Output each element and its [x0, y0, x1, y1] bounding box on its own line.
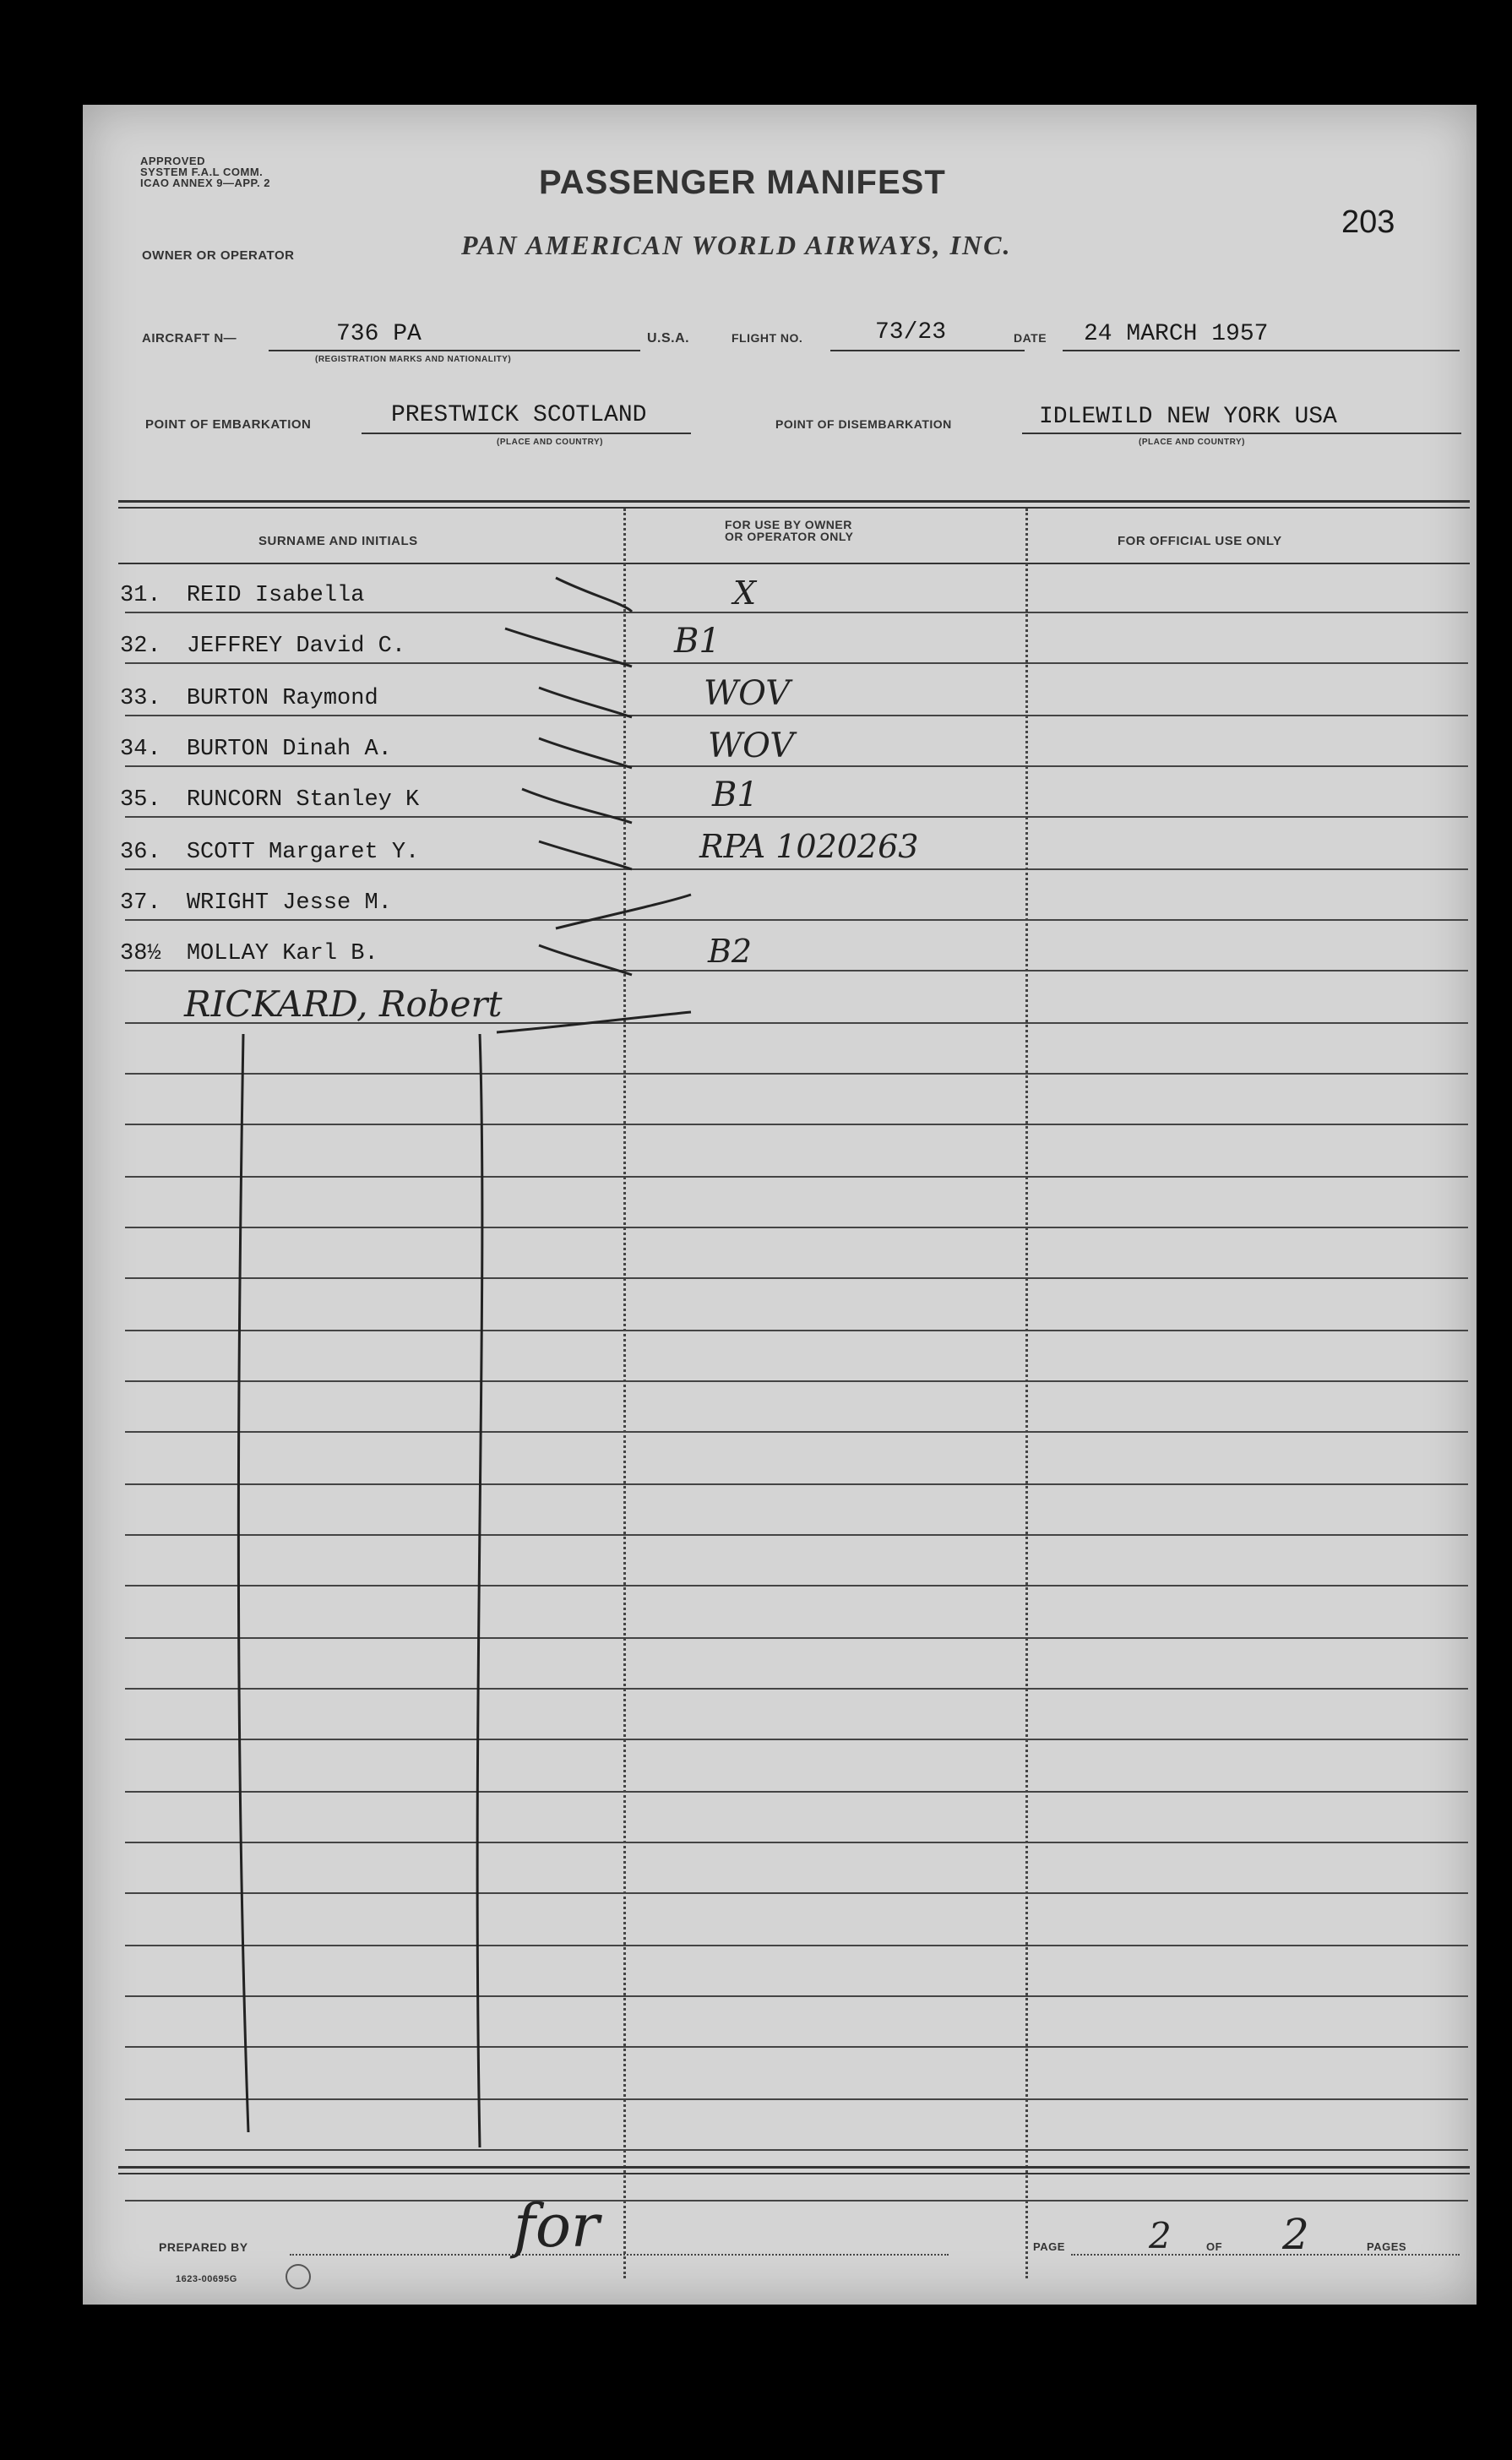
passenger-number: 35. — [120, 787, 161, 813]
passenger-number: 37. — [120, 890, 161, 916]
check-mark — [539, 945, 632, 975]
passenger-name: BURTON Dinah A. — [186, 737, 392, 762]
owner-mark: B1 — [674, 622, 721, 661]
embark-value: PRESTWICK SCOTLAND — [391, 402, 647, 428]
prepared-signature: for — [514, 2191, 600, 2261]
passenger-name: MOLLAY Karl B. — [186, 941, 378, 966]
embark-label: POINT OF EMBARKATION — [145, 417, 312, 432]
owner-mark: B1 — [712, 776, 759, 814]
passenger-number: 33. — [120, 686, 161, 711]
check-mark — [522, 789, 632, 823]
form-code: 1623-00695G — [176, 2274, 237, 2284]
embark-sub: (PLACE AND COUNTRY) — [497, 438, 603, 447]
page-title: PASSENGER MANIFEST — [539, 164, 946, 201]
check-mark — [505, 629, 632, 667]
prepared-by-label: PREPARED BY — [159, 2240, 248, 2254]
aircraft-label: AIRCRAFT N— — [142, 331, 237, 346]
check-mark — [539, 688, 632, 717]
handwritten-name: RICKARD, Robert — [184, 983, 503, 1025]
owner-label: OWNER OR OPERATOR — [142, 248, 295, 263]
strike-line — [497, 1012, 691, 1032]
of-value: 2 — [1282, 2210, 1309, 2259]
date-value: 24 MARCH 1957 — [1084, 321, 1269, 347]
passenger-name: SCOTT Margaret Y. — [186, 840, 420, 865]
manifest-document — [83, 105, 1477, 2305]
passenger-name: WRIGHT Jesse M. — [186, 890, 392, 916]
check-mark — [539, 841, 632, 869]
date-label: DATE — [1014, 331, 1047, 345]
owner-mark: WOV — [708, 727, 795, 765]
flight-label: FLIGHT NO. — [732, 331, 803, 345]
page-number: 203 — [1341, 204, 1395, 240]
passenger-number: 32. — [120, 634, 161, 659]
bracket-line — [477, 1034, 482, 2147]
disembark-label: POINT OF DISEMBARKATION — [775, 417, 952, 431]
approval-line: ICAO ANNEX 9—APP. 2 — [140, 177, 270, 189]
check-mark — [539, 738, 632, 768]
flight-value: 73/23 — [875, 319, 947, 346]
approval-line: APPROVED — [140, 155, 205, 167]
column-header-owner-line: FOR USE BY OWNER — [725, 518, 852, 531]
pages-label: PAGES — [1367, 2240, 1407, 2253]
passenger-name: BURTON Raymond — [186, 686, 378, 711]
table-bottom-rule-2 — [118, 2173, 1470, 2174]
strike-line — [556, 895, 691, 928]
passenger-number: 36. — [120, 840, 161, 865]
page-value: 2 — [1149, 2215, 1172, 2256]
aircraft-value: 736 PA — [336, 321, 422, 347]
column-header-owner-line: OR OPERATOR ONLY — [725, 530, 854, 543]
of-label: OF — [1206, 2240, 1223, 2253]
passenger-number: 38½ — [120, 941, 161, 966]
printer-seal-icon — [286, 2264, 311, 2289]
owner-mark: B2 — [708, 933, 753, 970]
passenger-name: JEFFREY David C. — [186, 634, 406, 659]
owner-mark: WOV — [704, 674, 791, 713]
pen-marks — [83, 105, 1477, 2305]
page-label: PAGE — [1033, 2240, 1065, 2253]
bracket-line — [238, 1034, 248, 2132]
check-mark — [556, 578, 632, 612]
prepared-by-underline — [290, 2254, 949, 2256]
disembark-value: IDLEWILD NEW YORK USA — [1039, 404, 1337, 430]
passenger-number: 34. — [120, 737, 161, 762]
column-header-official: FOR OFFICIAL USE ONLY — [1118, 534, 1282, 548]
page-underline — [1071, 2254, 1460, 2256]
column-header-surname: SURNAME AND INITIALS — [258, 534, 418, 548]
table-bottom-rule — [118, 2166, 1470, 2169]
usa-label: U.S.A. — [647, 331, 690, 346]
owner-mark: RPA 1020263 — [699, 828, 919, 865]
owner-mark: X — [733, 574, 757, 612]
owner-value: PAN AMERICAN WORLD AIRWAYS, INC. — [461, 230, 1012, 260]
passenger-name: REID Isabella — [186, 583, 365, 608]
aircraft-sub: (REGISTRATION MARKS AND NATIONALITY) — [315, 355, 512, 364]
approval-line: SYSTEM F.A.L COMM. — [140, 166, 264, 178]
disembark-sub: (PLACE AND COUNTRY) — [1139, 438, 1245, 447]
passenger-number: 31. — [120, 583, 161, 608]
passenger-name: RUNCORN Stanley K — [186, 787, 420, 813]
